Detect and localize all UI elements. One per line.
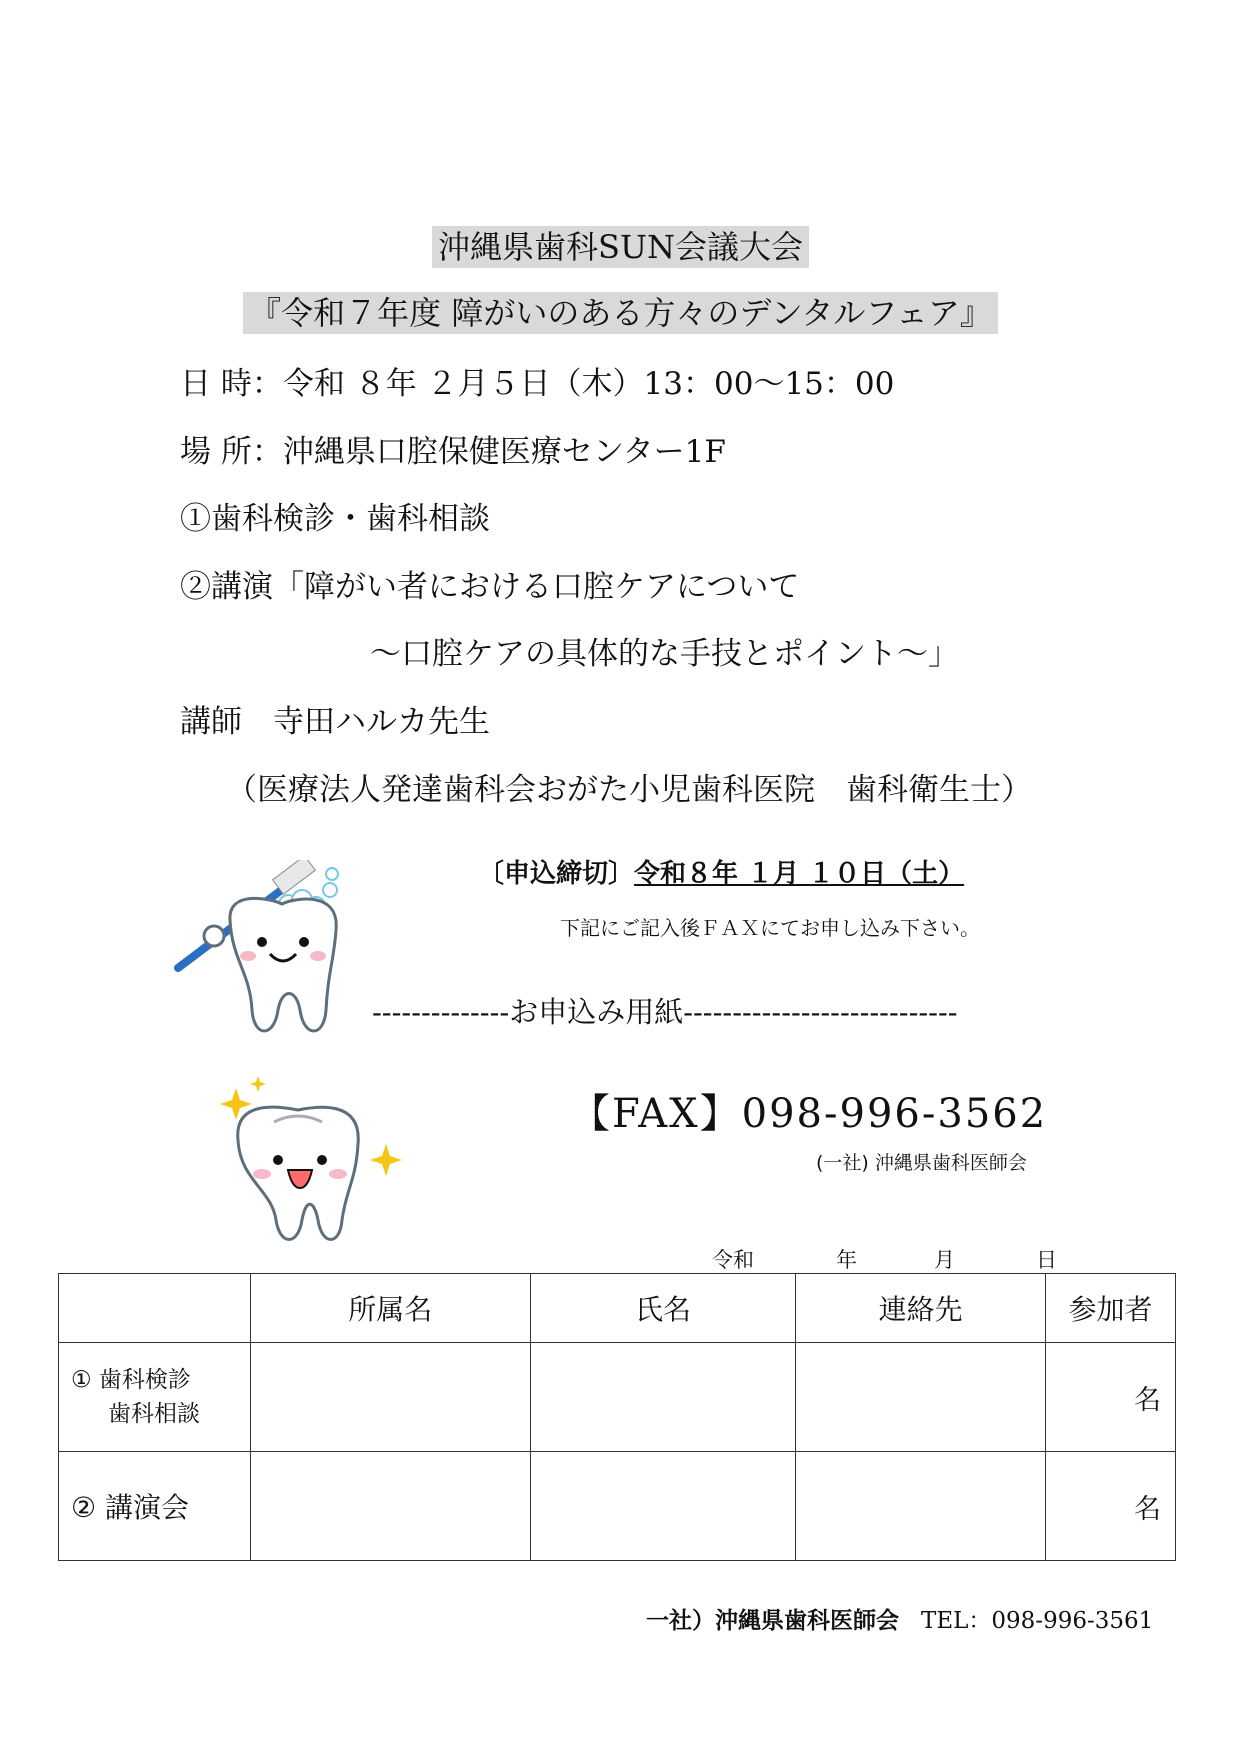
header-name: 氏名 [530, 1274, 796, 1343]
header-contact: 連絡先 [796, 1274, 1046, 1343]
header-affiliation: 所属名 [250, 1274, 530, 1343]
form-date [0, 1244, 1241, 1274]
affiliation-cell[interactable] [250, 1452, 530, 1561]
place-line: 場 所：沖縄県口腔保健医療センター1F [180, 434, 726, 470]
program-item-2-subtitle: 〜口腔ケアの具体的な手技とポイント〜」 [370, 636, 959, 672]
deadline [478, 853, 964, 890]
program-item-2: ②講演「障がい者における口腔ケアについて [180, 569, 800, 605]
application-form-title-text: お申込み用紙 [509, 995, 684, 1029]
deadline-label: 〔申込締切〕 [478, 859, 635, 889]
row-label-checkup-line1: ① 歯科検診 [71, 1367, 191, 1393]
fax-instruction: 下記にご記入後ＦＡＸにてお申し込み下さい。 [560, 916, 980, 940]
lecturer-affiliation: （医療法人発達歯科会おがた小児歯科医院 歯科衛生士） [226, 772, 1032, 808]
name-cell[interactable] [530, 1343, 796, 1452]
row-label-checkup [59, 1343, 251, 1452]
deadline-date: 令和８年 １月 １０日（土） [634, 859, 965, 889]
event-title [0, 222, 1241, 268]
footer-tel: TEL：098-996-3561 [921, 1608, 1154, 1634]
header-participants: 参加者 [1046, 1274, 1176, 1343]
lecturer-line: 講師 寺田ハルカ先生 [180, 704, 490, 740]
event-subtitle-text: 『令和７年度 障がいのある方々のデンタルフェア』 [243, 292, 998, 334]
contact-cell[interactable] [796, 1343, 1046, 1452]
program-item-1: ①歯科検診・歯科相談 [180, 501, 490, 537]
date-era: 令和 [712, 1248, 754, 1272]
header-blank [59, 1274, 251, 1343]
footer-org: 一社）沖縄県歯科医師会 [646, 1608, 899, 1634]
registration-table [58, 1273, 1176, 1561]
association-name: (一社) 沖縄県歯科医師会 [816, 1152, 1027, 1174]
affiliation-cell[interactable] [250, 1343, 530, 1452]
name-cell[interactable] [530, 1452, 796, 1561]
participants-cell[interactable] [1046, 1343, 1176, 1452]
tooth-brushing-illustration [170, 860, 380, 1050]
date-month: 月 [934, 1248, 955, 1272]
event-title-text: 沖縄県歯科SUN会議大会 [432, 226, 809, 268]
table-row [59, 1343, 1176, 1452]
datetime-line: 日 時：令和 ８年 ２月５日（木）13：00〜15：00 [180, 366, 895, 402]
contact-cell[interactable] [796, 1452, 1046, 1561]
row-label-lecture: ② 講演会 [59, 1452, 251, 1561]
event-subtitle [0, 288, 1241, 334]
date-day: 日 [1036, 1248, 1057, 1272]
footer [646, 1602, 1153, 1635]
application-form-title: --------------お申込み用紙---------------------------- [372, 995, 958, 1029]
participants-cell[interactable] [1046, 1452, 1176, 1561]
row-label-checkup-line2: 歯科相談 [108, 1401, 200, 1427]
date-year: 年 [836, 1248, 857, 1272]
fax-number: 【FAX】098-996-3562 [570, 1091, 1048, 1137]
table-row [59, 1452, 1176, 1561]
participants-unit: 名 [1134, 1384, 1161, 1416]
tooth-sparkle-illustration [218, 1070, 408, 1250]
participants-unit: 名 [1134, 1493, 1161, 1525]
table-header-row [59, 1274, 1176, 1343]
